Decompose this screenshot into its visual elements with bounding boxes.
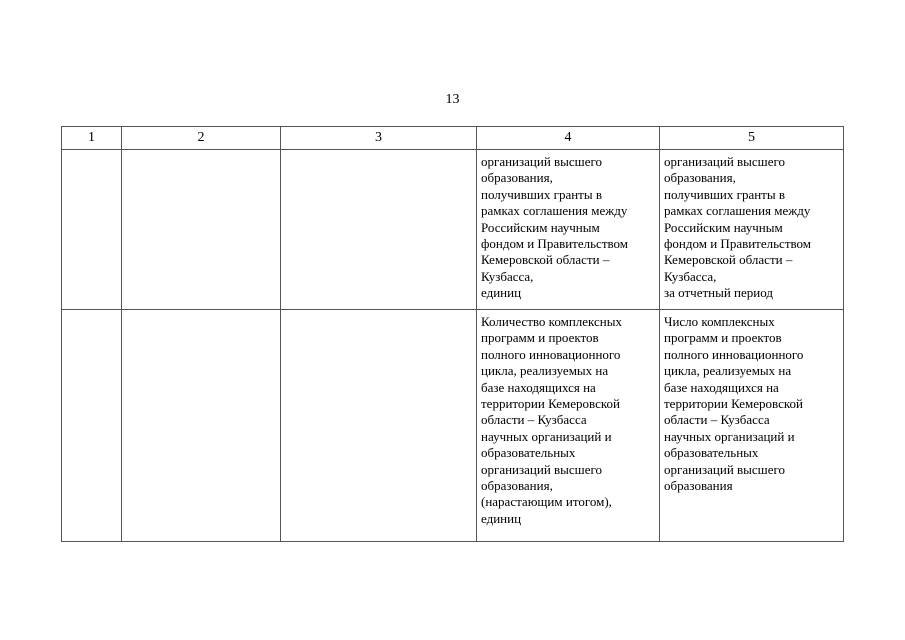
cell-line: Кемеровской области – [664,252,793,268]
cell-line: области – Кузбасса [481,412,587,428]
table-cell-col-2 [122,310,281,542]
cell-line: базе находящихся на [481,379,596,395]
cell-line: полного инновационного [664,346,804,362]
cell-line: фондом и Правительством [481,236,629,252]
table-row [62,310,844,542]
cell-line: получивших гранты в [481,186,602,202]
table-cell-col-2 [122,150,281,310]
cell-line: Число комплексных [664,314,775,329]
cell-line: полного инновационного [481,346,621,362]
cell-line: научных организаций и [481,428,612,444]
table-cell-col-1 [62,310,122,542]
cell-line: цикла, реализуемых на [664,363,792,379]
cell-line: организаций высшего [481,461,602,477]
cell-line: фондом и Правительством [664,236,812,252]
table-row [62,150,844,310]
table-cell-col-5 [660,150,844,310]
cell-line: организаций высшего [664,154,785,169]
header-col-1: 1 [62,127,122,150]
header-col-2: 2 [122,127,281,150]
cell-line: Российским научным [481,219,600,235]
cell-text [660,310,843,497]
cell-line: научных организаций и [664,428,795,444]
table-cell-col-3 [281,150,477,310]
cell-line: образования, [481,478,553,494]
cell-line: территории Кемеровской [481,396,620,412]
cell-line: территории Кемеровской [664,396,803,412]
cell-line: рамках соглашения между [481,203,628,219]
cell-text [477,150,659,305]
header-col-5: 5 [660,127,844,150]
cell-line: за отчетный период [664,285,773,301]
cell-line: единиц [481,285,522,301]
header-col-3: 3 [281,127,477,150]
cell-line: Количество комплексных [481,314,622,329]
cell-line: получивших гранты в [664,186,785,202]
header-col-4: 4 [477,127,660,150]
table-cell-col-4 [477,150,660,310]
cell-line: образовательных [481,445,576,461]
cell-line: Российским научным [664,219,783,235]
page-number: 13 [445,92,460,107]
cell-line: рамках соглашения между [664,203,811,219]
cell-line: единиц [481,510,522,526]
table-cell-col-3 [281,310,477,542]
cell-line: базе находящихся на [664,379,779,395]
cell-line: Кузбасса, [481,268,534,284]
table-header-row [62,127,844,150]
table-cell-col-1 [62,150,122,310]
cell-line: программ и проектов [481,330,599,346]
cell-line: образовательных [664,445,759,461]
cell-line: Кемеровской области – [481,252,610,268]
cell-line: образования [664,478,733,494]
cell-line: области – Кузбасса [664,412,770,428]
cell-line: программ и проектов [664,330,782,346]
cell-text [477,310,659,530]
cell-line: образования, [664,170,736,186]
cell-line: (нарастающим итогом), [481,494,612,510]
cell-line: Кузбасса, [664,268,717,284]
table-cell-col-4 [477,310,660,542]
cell-line: цикла, реализуемых на [481,363,609,379]
table-cell-col-5 [660,310,844,542]
cell-line: организаций высшего [664,461,785,477]
data-table [61,126,844,542]
cell-line: организаций высшего [481,154,602,169]
cell-line: образования, [481,170,553,186]
cell-text [660,150,843,305]
